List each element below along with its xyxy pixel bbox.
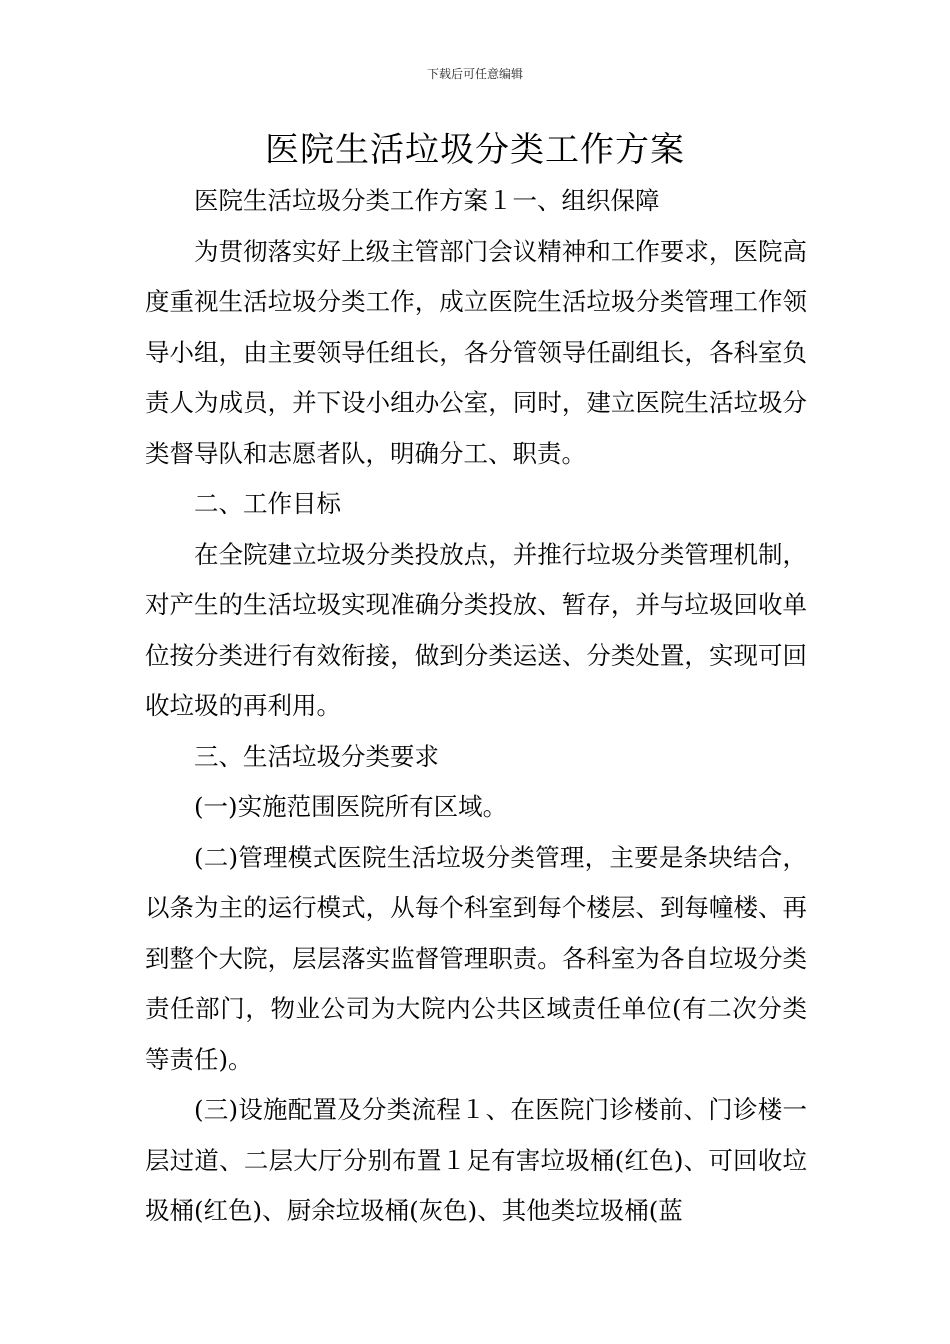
paragraph-facilities: (三)设施配置及分类流程１、在医院门诊楼前、门诊楼一层过道、二层大厅分别布置１足有害垃圾桶(红色)、可回收垃圾桶(红色)、厨余垃圾桶(灰色)、其他类垃圾桶(蓝 <box>145 1095 807 1225</box>
section-heading-requirements: 三、生活垃圾分类要求 <box>194 741 439 771</box>
section-heading-goals: 二、工作目标 <box>194 489 341 518</box>
document-title: 医院生活垃圾分类工作方案 <box>265 130 685 170</box>
paragraph-intro: 医院生活垃圾分类工作方案１一、组织保障 <box>194 186 660 215</box>
paragraph-goals: 在全院建立垃圾分类投放点，并推行垃圾分类管理机制，对产生的生活垃圾实现准确分类投放、暂存，并与垃圾回收单位按分类进行有效衔接，做到分类运送、分类处置，实现可回收垃圾的再利用。 <box>145 539 807 720</box>
header-note: 下载后可任意编辑 <box>426 67 523 81</box>
paragraph-management-mode: (二)管理模式医院生活垃圾分类管理，主要是条块结合，以条为主的运行模式，从每个科室到每个楼层、到每幢楼、再到整个大院，层层落实监督管理职责。各科室为各自垃圾分类责任部门，物业公司为大院内公共区域责任单位(有二次分类等责任)。 <box>145 842 807 1074</box>
document-body <box>145 176 807 1237</box>
paragraph-organization: 为贯彻落实好上级主管部门会议精神和工作要求，医院高度重视生活垃圾分类工作，成立医院生活垃圾分类管理工作领导小组，由主要领导任组长，各分管领导任副组长，各科室负责人为成员，并下设小组办公室，同时，建立医院生活垃圾分类督导队和志愿者队，明确分工、职责。 <box>145 236 807 468</box>
paragraph-scope: (一)实施范围医院所有区域。 <box>194 792 508 821</box>
